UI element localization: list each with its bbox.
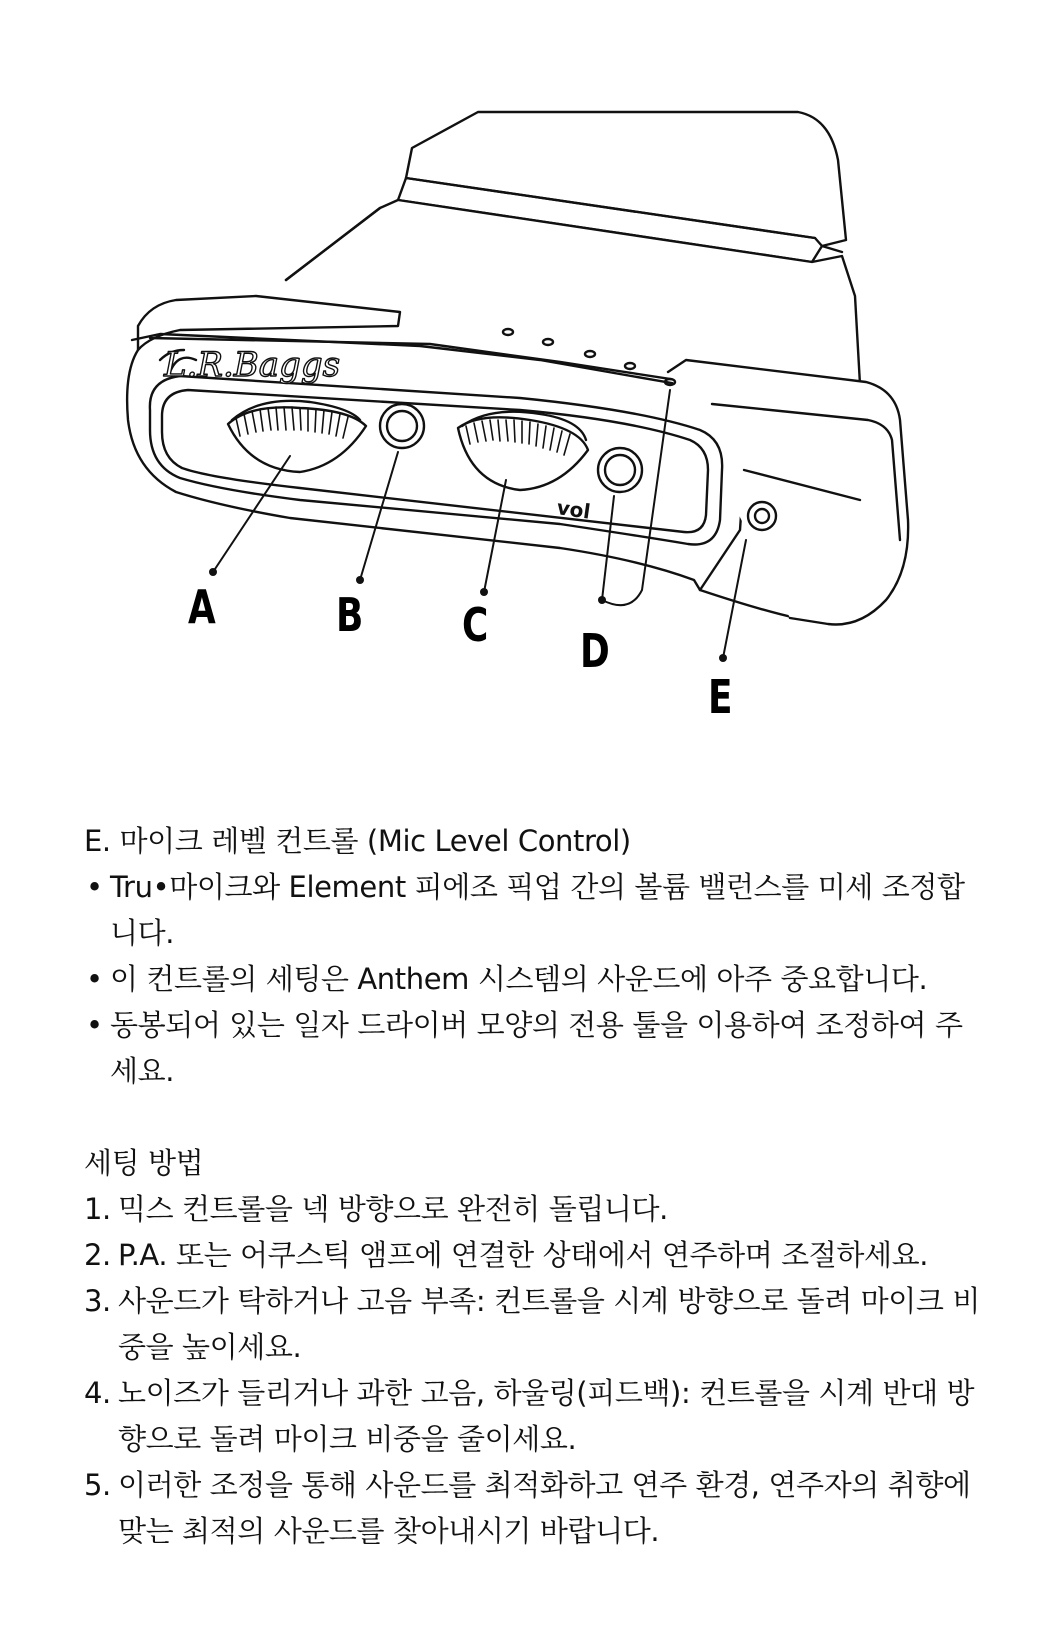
step-item xyxy=(84,1278,984,1370)
step-text: 믹스 컨트롤을 넥 방향으로 완전히 돌립니다. xyxy=(118,1192,668,1226)
step-item xyxy=(84,1462,984,1554)
callout-d: D xyxy=(580,624,610,678)
preamp-diagram xyxy=(0,0,1050,780)
bullet-dot: • xyxy=(86,870,103,904)
preamp-illustration xyxy=(0,0,1050,780)
callout-a: A xyxy=(188,580,216,634)
brand-script: L.R.Baggs xyxy=(164,345,341,385)
description-text xyxy=(84,818,984,1554)
howto-title: 세팅 방법 xyxy=(84,1146,204,1180)
vol-label: vol xyxy=(555,495,592,524)
step-item xyxy=(84,1232,984,1278)
bullet-dot: • xyxy=(86,1008,103,1042)
step-number: 3. xyxy=(84,1284,111,1318)
step-text: 사운드가 탁하거나 고음 부족: 컨트롤을 시계 방향으로 돌려 마이크 비중을 높이세요. xyxy=(118,1284,980,1364)
callout-c: C xyxy=(462,598,489,652)
bullet-text: 동봉되어 있는 일자 드라이버 모양의 전용 툴을 이용하여 조정하여 주세요. xyxy=(110,1008,963,1088)
step-number: 2. xyxy=(84,1238,111,1272)
bullet-item xyxy=(84,864,984,956)
callout-e: E xyxy=(708,670,733,724)
step-item xyxy=(84,1370,984,1462)
bullet-item xyxy=(84,956,984,1002)
step-item xyxy=(84,1186,984,1232)
bullet-text: 이 컨트롤의 세팅은 Anthem 시스템의 사운드에 아주 중요합니다. xyxy=(110,962,928,996)
bullet-dot: • xyxy=(86,962,103,996)
bullet-text: Tru•마이크와 Element 피에조 픽업 간의 볼륨 밸런스를 미세 조정합니다. xyxy=(110,870,965,950)
bullet-item xyxy=(84,1002,984,1094)
step-text: 노이즈가 들리거나 과한 고음, 하울링(피드백): 컨트롤을 시계 반대 방향으로 돌려 마이크 비중을 줄이세요. xyxy=(118,1376,975,1456)
step-number: 4. xyxy=(84,1376,111,1410)
callout-b: B xyxy=(336,588,364,642)
step-text: 이러한 조정을 통해 사운드를 최적화하고 연주 환경, 연주자의 취향에 맞는 최적의 사운드를 찾아내시기 바랍니다. xyxy=(118,1468,971,1548)
step-text: P.A. 또는 어쿠스틱 앰프에 연결한 상태에서 연주하며 조절하세요. xyxy=(118,1238,929,1272)
step-number: 1. xyxy=(84,1192,111,1226)
step-number: 5. xyxy=(84,1468,111,1502)
section-title: E. 마이크 레벨 컨트롤 (Mic Level Control) xyxy=(84,824,631,858)
